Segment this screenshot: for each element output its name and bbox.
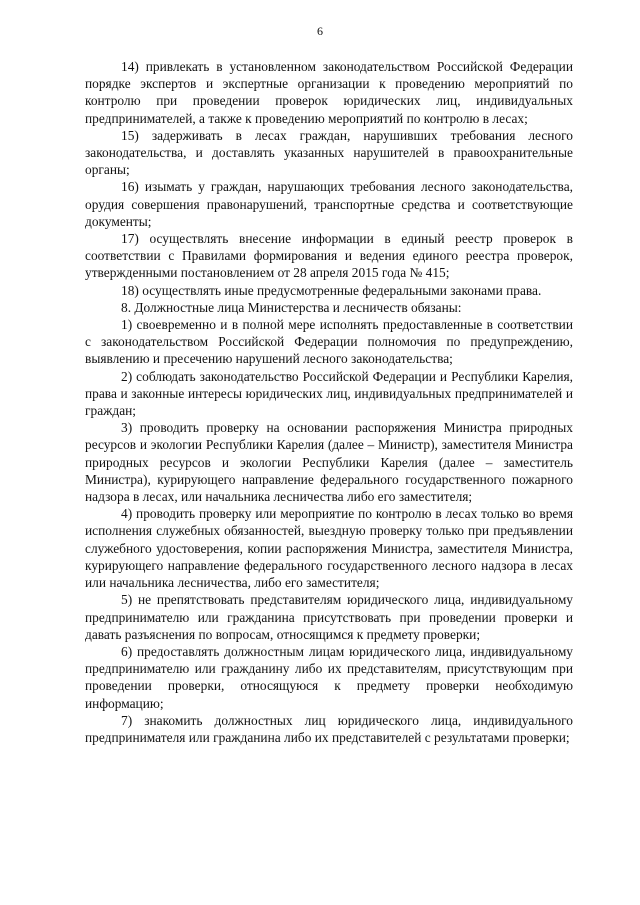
paragraph-item-14: 14) привлекать в установленном законодательством Российской Федерации порядке экспертов и экспертные организации к проведению мероприятий по контролю при проведении проверок юридических лиц, индивидуальных предпринимателей, а также к проведению мероприятий по контролю в лесах; [85,59,573,126]
paragraph-item-16: 16) изымать у граждан, нарушающих требования лесного законодательства, орудия совершения правонарушений, транспортные средства и соответствующие документы; [85,179,573,229]
duty-item-5: 5) не препятствовать представителям юридического лица, индивидуальному предпринимателю или гражданина присутствовать при проведении проверки и давать разъяснения по вопросам, относящимся к предмету проверки; [85,592,573,642]
duty-item-6: 6) предоставлять должностным лицам юридического лица, индивидуальному предпринимателю или гражданину либо их представителям, присутствующим при проведении проверки, относящуюся к предмету проверки необходимую информацию; [85,643,573,711]
paragraph-item-17: 17) осуществлять внесение информации в единый реестр проверок в соответствии с Правилами формирования и ведения единого реестра проверок, утвержденными постановлением от 28 апреля 2015 года № 415; [85,231,573,281]
duty-item-1: 1) своевременно и в полной мере исполнять предоставленные в соответствии с законодательством Российской Федерации полномочия по предупреждению, выявлению и пресечению нарушений лесного законодательства; [85,317,573,367]
paragraph-item-15: 15) задерживать в лесах граждан, нарушивших требования лесного законодательства, и доставлять указанных нарушителей в правоохранительные органы; [85,127,573,178]
duty-item-3: 3) проводить проверку на основании распоряжения Министра природных ресурсов и экологии Республики Карелия (далее – Министр), заместителя Министра природных ресурсов и экологии Республики Карелия (далее – заместитель Министра), курирующего направление федерального государственного пожарного надзора в лесах, или начальника лесничества либо его заместителя; [85,420,573,505]
document-body [85,58,573,746]
duty-item-7: 7) знакомить должностных лиц юридического лица, индивидуального предпринимателя или гражданина либо их представителей с результатами проверки; [85,712,573,745]
duty-item-4: 4) проводить проверку или мероприятие по контролю в лесах только во время исполнения служебных обязанностей, выездную проверку только при предъявлении служебного удостоверения, копии распоряжения Министра, заместителя Министра, курирующего направление федерального государственного лесного надзора в лесах или начальника лесничества, либо его заместителя; [85,506,573,591]
page-number: 6 [317,24,323,38]
section-8-heading: 8. Должностные лица Министерства и лесничеств обязаны: [121,299,462,315]
duty-item-2: 2) соблюдать законодательство Российской Федерации и Республики Карелия, права и законные интересы юридических лиц, индивидуальных предпринимателей и граждан; [85,368,573,419]
paragraph-item-18: 18) осуществлять иные предусмотренные федеральными законами права. [121,282,542,298]
